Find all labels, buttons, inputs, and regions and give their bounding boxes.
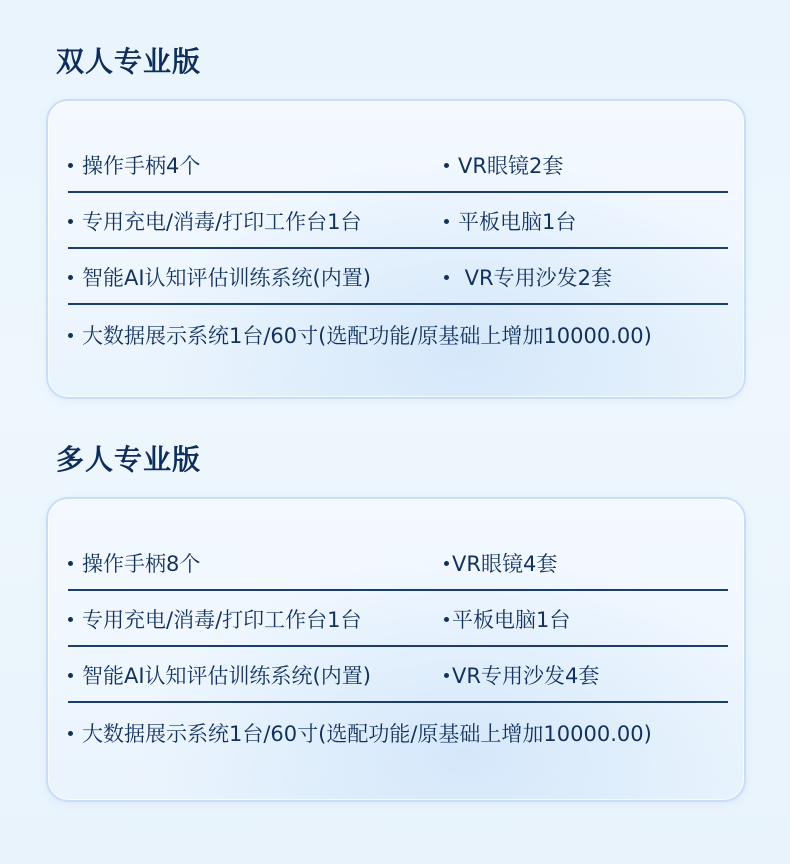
item-label: 平板电脑1台 — [452, 608, 571, 632]
package-card-dual — [46, 99, 746, 399]
list-row — [68, 593, 728, 647]
list-item — [68, 604, 444, 634]
bullet-icon — [68, 617, 73, 622]
section-title-multi: 多人专业版 — [56, 443, 202, 476]
list-item — [68, 206, 444, 236]
item-label: 操作手柄8个 — [82, 552, 201, 576]
list-row — [68, 707, 728, 759]
bullet-icon — [68, 561, 73, 566]
bullet-icon — [68, 673, 73, 678]
list-row — [68, 309, 728, 361]
item-label: 操作手柄4个 — [82, 154, 201, 178]
package-card-multi — [46, 497, 746, 802]
item-label: 大数据展示系统1台/60寸(选配功能/原基础上增加10000.00) — [82, 722, 652, 746]
bullet-icon — [444, 561, 449, 566]
bullet-icon — [444, 275, 449, 280]
list-row — [68, 537, 728, 591]
list-item — [444, 262, 728, 292]
bullet-icon — [68, 333, 73, 338]
item-label: VR眼镜4套 — [452, 552, 558, 576]
item-label: 大数据展示系统1台/60寸(选配功能/原基础上增加10000.00) — [82, 324, 652, 348]
list-item — [444, 660, 728, 690]
bullet-icon — [444, 163, 449, 168]
item-label: 专用充电/消毒/打印工作台1台 — [82, 210, 362, 234]
list-item — [68, 718, 728, 748]
list-item — [444, 150, 728, 180]
item-label: 智能AI认知评估训练系统(内置) — [82, 664, 371, 688]
bullet-icon — [68, 219, 73, 224]
item-label: 智能AI认知评估训练系统(内置) — [82, 266, 371, 290]
list-item — [68, 150, 444, 180]
list-item — [68, 320, 728, 350]
list-item — [444, 604, 728, 634]
item-label: 平板电脑1台 — [458, 210, 577, 234]
list-row — [68, 649, 728, 703]
list-row — [68, 139, 728, 193]
bullet-icon — [68, 163, 73, 168]
list-item — [68, 262, 444, 292]
bullet-icon — [444, 673, 449, 678]
section-title-dual: 双人专业版 — [56, 45, 202, 78]
list-row — [68, 195, 728, 249]
bullet-icon — [68, 275, 73, 280]
item-label: 专用充电/消毒/打印工作台1台 — [82, 608, 362, 632]
list-item — [68, 660, 444, 690]
bullet-icon — [444, 617, 449, 622]
list-item — [444, 548, 728, 578]
item-label: VR专用沙发2套 — [458, 266, 612, 290]
item-label: VR眼镜2套 — [458, 154, 564, 178]
bullet-icon — [444, 219, 449, 224]
bullet-icon — [68, 731, 73, 736]
list-item — [444, 206, 728, 236]
item-label: VR专用沙发4套 — [452, 664, 600, 688]
list-row — [68, 251, 728, 305]
list-item — [68, 548, 444, 578]
